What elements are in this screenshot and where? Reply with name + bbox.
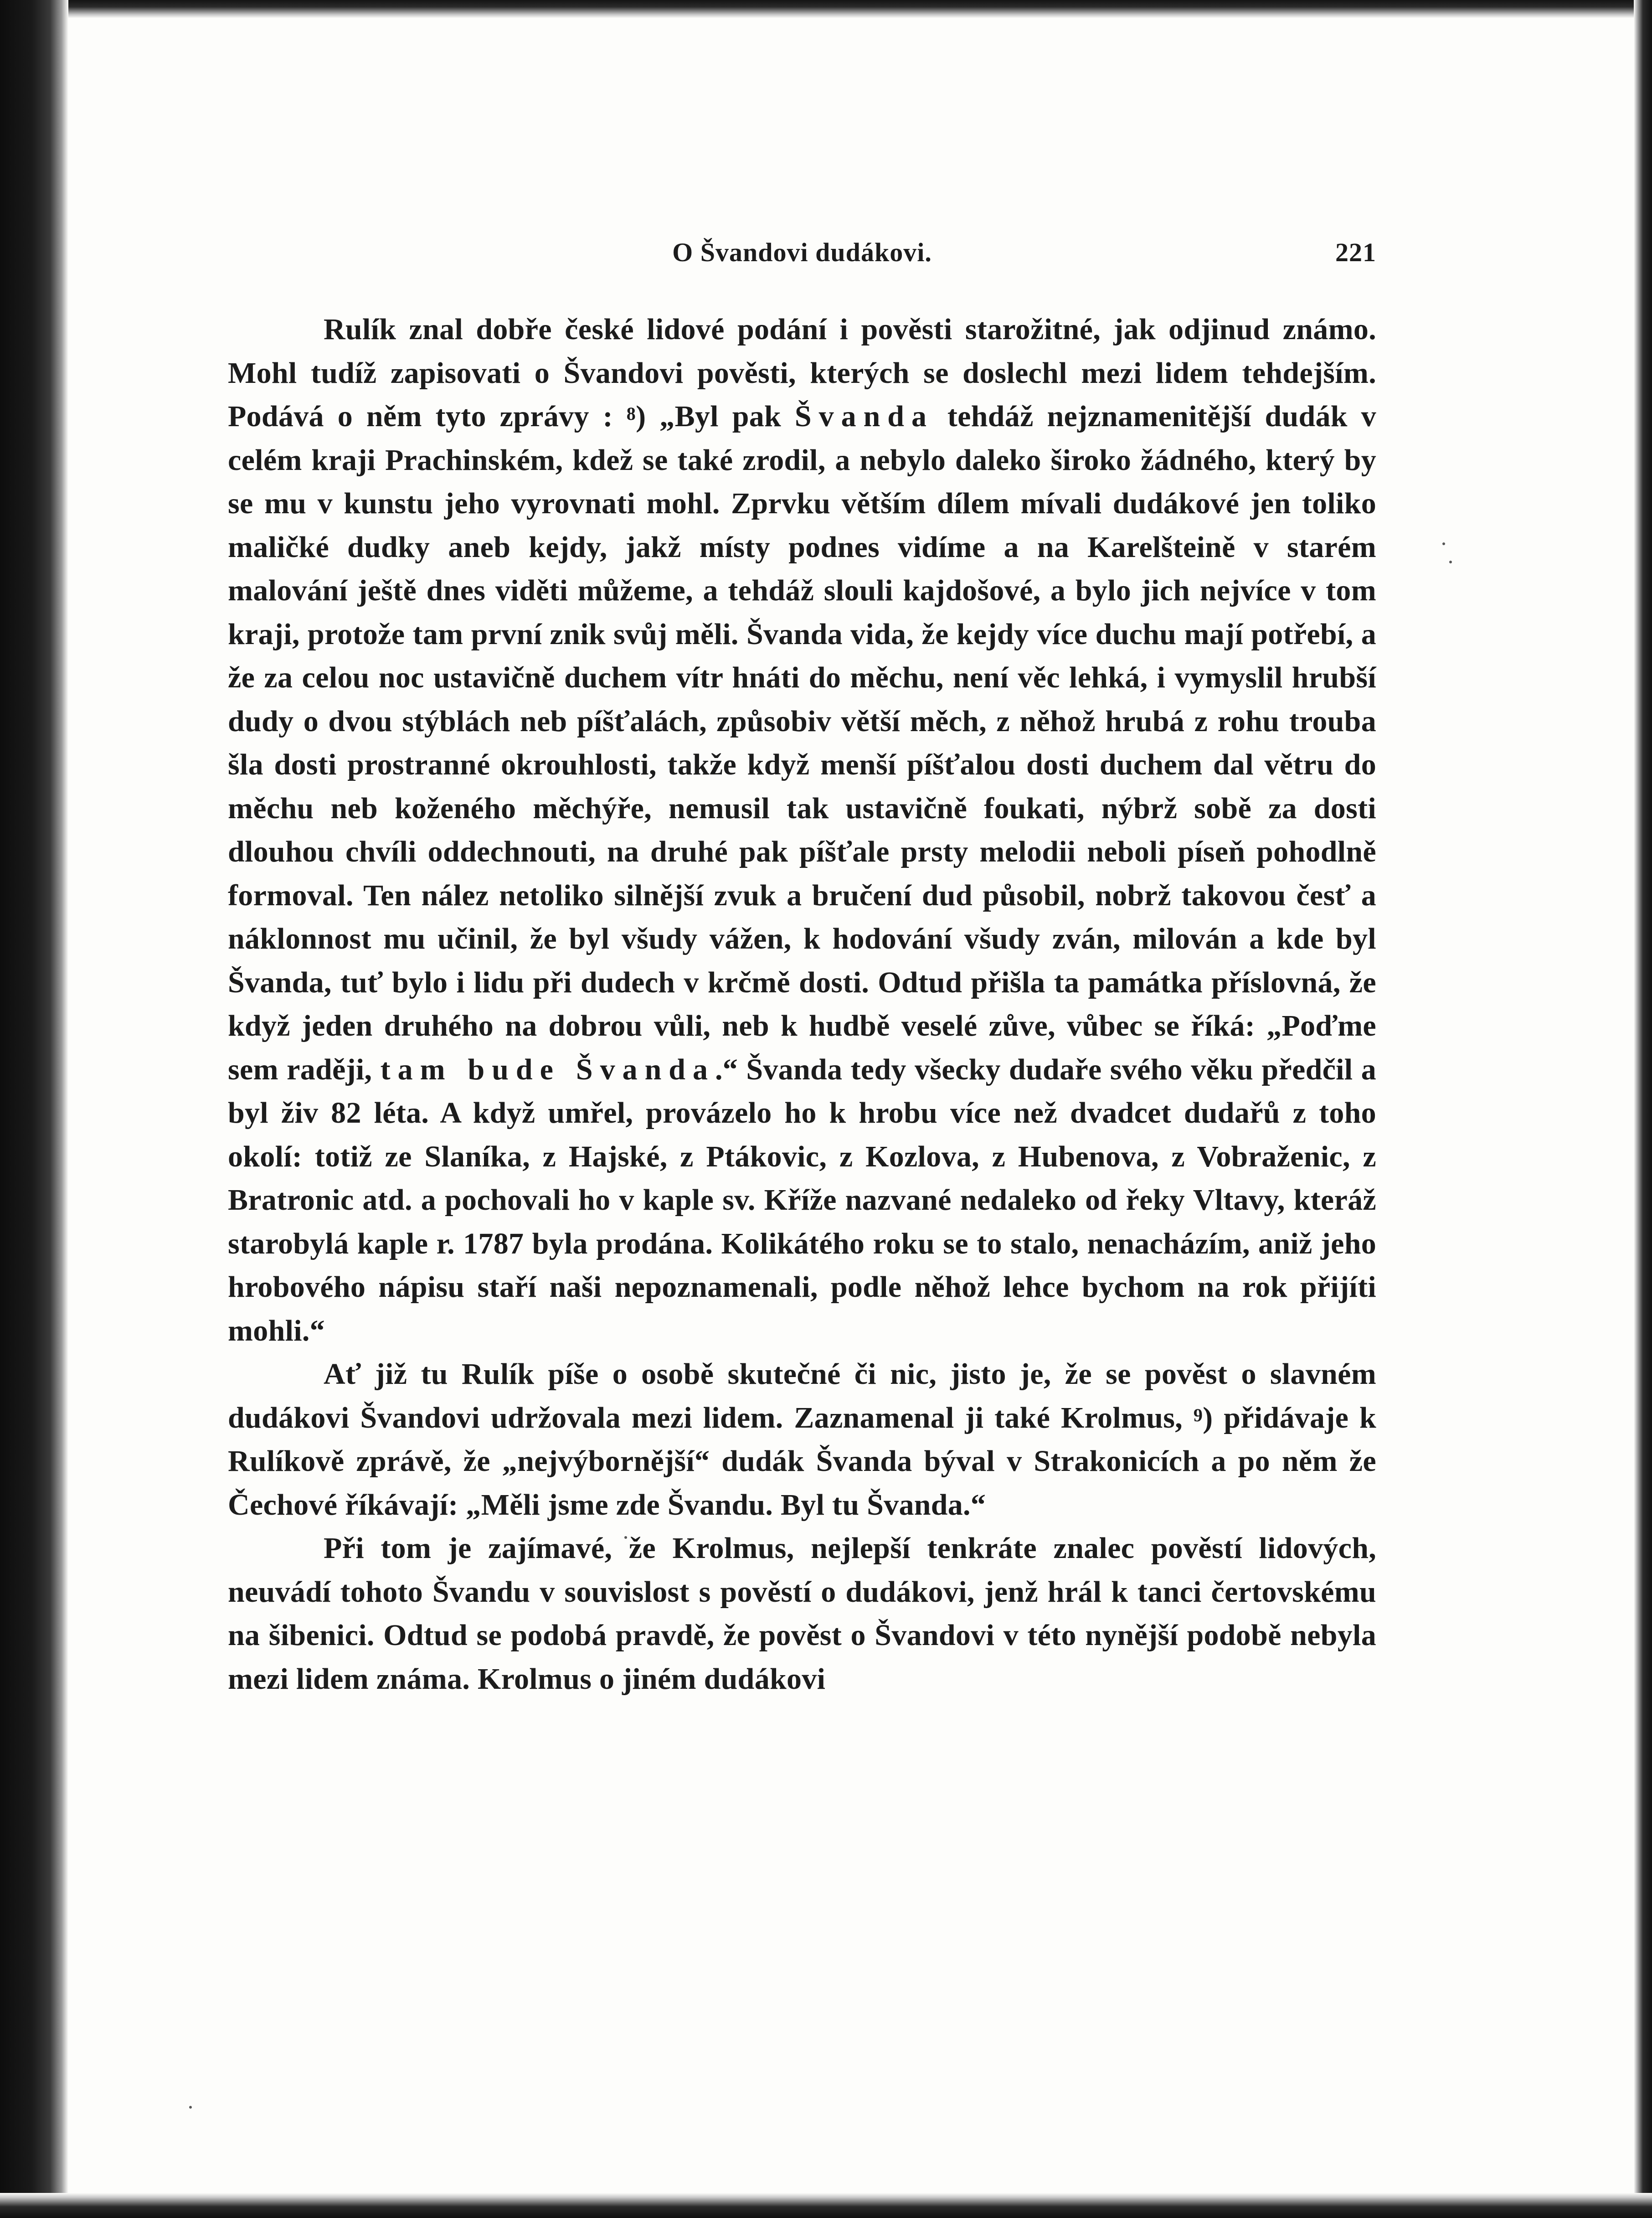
scan-edge-bottom bbox=[0, 2193, 1652, 2218]
scan-speck bbox=[1449, 561, 1452, 563]
page-number: 221 bbox=[1335, 237, 1376, 267]
running-head bbox=[228, 237, 1376, 278]
footnote-ref: 9 bbox=[1193, 1404, 1203, 1425]
text-run: .“ Švanda tedy všecky dudaře svého věku předčil a byl živ 82 léta. A když umřel, provázelo ho k hrobu více než dvadcet dudařů z toho okolí: totiž ze Slaníka, z Hajské, z Ptákovic, z Kozlova, z Hubenova, z Vobraženic, z Bratronic atd. a pochovali ho v kaple sv. Kříže nazvané nedaleko od řeky Vltavy, kteráž starobylá kaple r. 1787 byla prodána. Kolikátého roku se to stalo, nenacházím, aniž jeho hrobového nápisu staří naši nepoznamenali, podle něhož lehce bychom na rok přijíti mohli.“ bbox=[228, 1052, 1376, 1347]
book-page bbox=[228, 237, 1376, 1701]
text-run: Rulík znal dobře české lidové podání i pověsti starožitné, jak odjinud známo. Mohl tudíž zapisovati o Švandovi pověsti, kterých se doslechl mezi lidem tehdejším. Podává o něm tyto zprávy : bbox=[228, 313, 1376, 433]
running-title: O Švandovi dudákovi. bbox=[672, 237, 932, 267]
text-run: tehdáž nejznamenitější dudák v celém kraji Prachinském, kdež se také zrodil, a nebylo daleko široko žádného, který by se mu v kunstu jeho vyrovnati mohl. Zprvku větším dílem mívali dudákové jen toliko maličké dudky aneb kejdy, jakž místy podnes vidíme a na Karelšteině v starém malování ještě dnes viděti můžeme, a tehdáž slouli kajdošové, a bylo jich nejvíce v tom kraji, protože tam první znik svůj měli. Švanda vida, že kejdy více duchu mají potřebí, a že za celou noc ustavičně duchem vítr hnáti do měchu, není věc lehká, i vymyslil hrubší dudy o dvou stýblách neb píšťalách, způsobiv větší měch, z něhož hrubá z rohu trouba šla dosti prostranné okrouhlosti, takže když menší píšťalou dosti duchem dal větru do měchu neb koženého měchýře, nemusil tak ustavičně foukati, nýbrž sobě za dosti dlouhou chvíli oddechnouti, na druhé pak píšťale prsty melodii neboli píseň pohodlně formoval. Ten nález netoliko silnější zvuk a bručení dud působil, nobrž takovou česť a náklonnost mu učinil, že byl všudy vážen, k hodování všudy zván, milován a kde byl Švanda, tuť bylo i lidu při dudech v krčmě dosti. Odtud přišla ta památka příslovná, že když jeden druhého na dobrou vůli, neb k hudbě veselé zůve, vůbec se říká: „Poďme sem raději, bbox=[228, 400, 1376, 1086]
letterspaced-text: tam bude Švanda bbox=[380, 1052, 715, 1086]
paragraph bbox=[228, 308, 1376, 1352]
text-run: Ať již tu Rulík píše o osobě skutečné či nic, jisto je, že se pověst o slavném dudákovi Švandovi udržovala mezi lidem. Zaznamenal ji také Krolmus, bbox=[228, 1357, 1376, 1434]
letterspaced-text: Švanda bbox=[794, 400, 934, 433]
scan-edge-left bbox=[0, 0, 68, 2218]
scan-speck bbox=[1442, 542, 1445, 545]
text-run: Při tom je zajímavé, že Krolmus, nejlepší tenkráte znalec pověstí lidových, neuvádí tohoto Švandu v souvislost s pověstí o dudákovi, jenž hrál k tanci čertovskému na šibenici. Odtud se podobá pravdě, že pověst o Švandovi v této nynější podobě nebyla mezi lidem známa. Krolmus o jiném dudákovi bbox=[228, 1532, 1376, 1696]
text-run: ) „Byl pak bbox=[636, 400, 795, 433]
body-text bbox=[228, 308, 1376, 1701]
paragraph bbox=[228, 1527, 1376, 1701]
scan-edge-right bbox=[1634, 0, 1652, 2218]
scan-speck bbox=[189, 2106, 192, 2109]
footnote-ref: 8 bbox=[626, 403, 636, 424]
scan-edge-top bbox=[0, 0, 1652, 18]
text-run: ) přidávaje k Rulíkově zprávě, že „nejvýbornější“ dudák Švanda býval v Strakonicích a po něm že Čechové říkávají: „Měli jsme zde Švandu. Byl tu Švanda.“ bbox=[228, 1401, 1376, 1522]
paragraph bbox=[228, 1352, 1376, 1527]
